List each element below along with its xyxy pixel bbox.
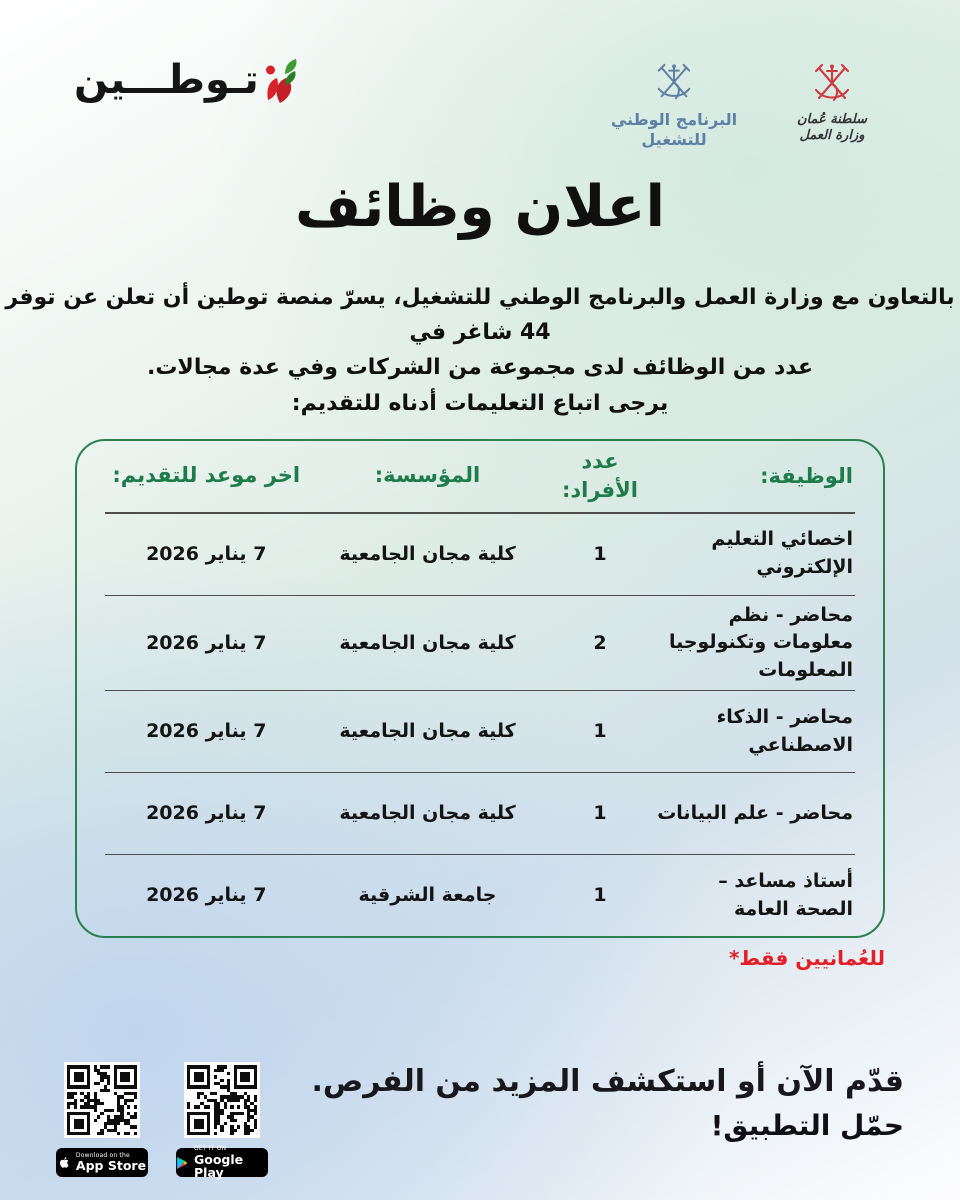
col-header-job: الوظيفة: <box>760 463 853 488</box>
table-row <box>105 514 855 596</box>
header <box>0 0 960 150</box>
badge-bottom-text: Google Play <box>194 1151 244 1180</box>
col-header-deadline: اخر موعد للتقديم: <box>112 463 301 488</box>
col-header-org: المؤسسة: <box>374 463 481 488</box>
google-play-qr-code <box>184 1062 260 1138</box>
table-row <box>105 691 855 773</box>
job-deadline: 7 يناير 2026 <box>146 884 267 907</box>
job-title: محاضر - نظم معلومات وتكنولوجيا المعلومات <box>668 603 853 681</box>
job-deadline: 7 يناير 2026 <box>146 631 267 654</box>
job-count: 1 <box>593 542 607 565</box>
job-count: 1 <box>593 884 607 907</box>
job-title: محاضر - علم البيانات <box>657 801 853 824</box>
cta-line-1: قدّم الآن أو استكشف المزيد من الفرص. <box>311 1064 904 1100</box>
job-deadline: 7 يناير 2026 <box>146 802 267 825</box>
job-title: أستاذ مساعد – الصحة العامة <box>718 870 853 920</box>
google-play-icon <box>176 1156 189 1170</box>
badge-top-text: GET IT ON <box>194 1145 227 1153</box>
mol-logo-text: سلطنة عُمان وزارة العمل <box>796 112 868 144</box>
table-row <box>105 773 855 855</box>
oman-emblem-icon <box>808 62 856 106</box>
nep-logo <box>610 62 738 150</box>
intro-line-1: بالتعاون مع وزارة العمل والبرنامج الوطني للتشغيل، يسرّ منصة توطين أن تعلن عن توفر 44 شاغر في <box>5 285 955 346</box>
job-org: كلية مجان الجامعية <box>339 802 516 825</box>
job-count: 1 <box>593 802 607 825</box>
app-store-column <box>56 1062 148 1177</box>
qr-group <box>56 1062 268 1180</box>
google-play-badge[interactable] <box>176 1145 268 1180</box>
table-row <box>105 855 855 936</box>
job-deadline: 7 يناير 2026 <box>146 542 267 565</box>
jobs-table <box>75 439 885 938</box>
cta-text <box>311 1064 904 1142</box>
job-count: 2 <box>593 631 607 654</box>
job-deadline: 7 يناير 2026 <box>146 720 267 743</box>
app-store-qr-code <box>64 1062 140 1138</box>
partner-logos <box>610 62 896 150</box>
mol-logo <box>768 62 896 145</box>
cta-line-2: حمّل التطبيق! <box>710 1109 904 1143</box>
tawteen-logo <box>74 58 299 104</box>
job-count: 1 <box>593 720 607 743</box>
table-header-row <box>105 441 855 514</box>
job-title: اخصائي التعليم الإلكتروني <box>711 528 853 579</box>
badge-top-text: Download on the <box>75 1151 130 1159</box>
table-row <box>105 596 855 692</box>
page-title: اعلان وظائف <box>294 174 666 240</box>
job-org: جامعة الشرقية <box>358 884 497 907</box>
app-store-badge[interactable] <box>56 1148 148 1177</box>
job-org: كلية مجان الجامعية <box>339 631 516 654</box>
apple-icon <box>58 1155 71 1170</box>
omanis-only-note: للعُمانيين فقط* <box>728 946 885 971</box>
google-play-column <box>176 1062 268 1180</box>
tawteen-flower-icon <box>265 58 299 104</box>
footer <box>0 1062 960 1180</box>
job-org: كلية مجان الجامعية <box>339 542 516 565</box>
nep-logo-text: البرنامج الوطني للتشغيل <box>610 110 738 149</box>
intro-text <box>0 280 960 421</box>
col-header-count: عدد الأفراد: <box>561 448 639 503</box>
intro-line-2: عدد من الوظائف لدى مجموعة من الشركات وفي عدة مجالات. <box>146 355 814 381</box>
job-title: محاضر - الذكاء الاصطناعي <box>716 706 853 756</box>
badge-bottom-text: App Store <box>75 1158 147 1174</box>
intro-line-3: يرجى اتباع التعليمات أدناه للتقديم: <box>291 390 669 416</box>
tawteen-wordmark: تـوطـــين <box>74 57 259 103</box>
oman-emblem-icon <box>651 62 697 104</box>
job-org: كلية مجان الجامعية <box>339 720 516 743</box>
